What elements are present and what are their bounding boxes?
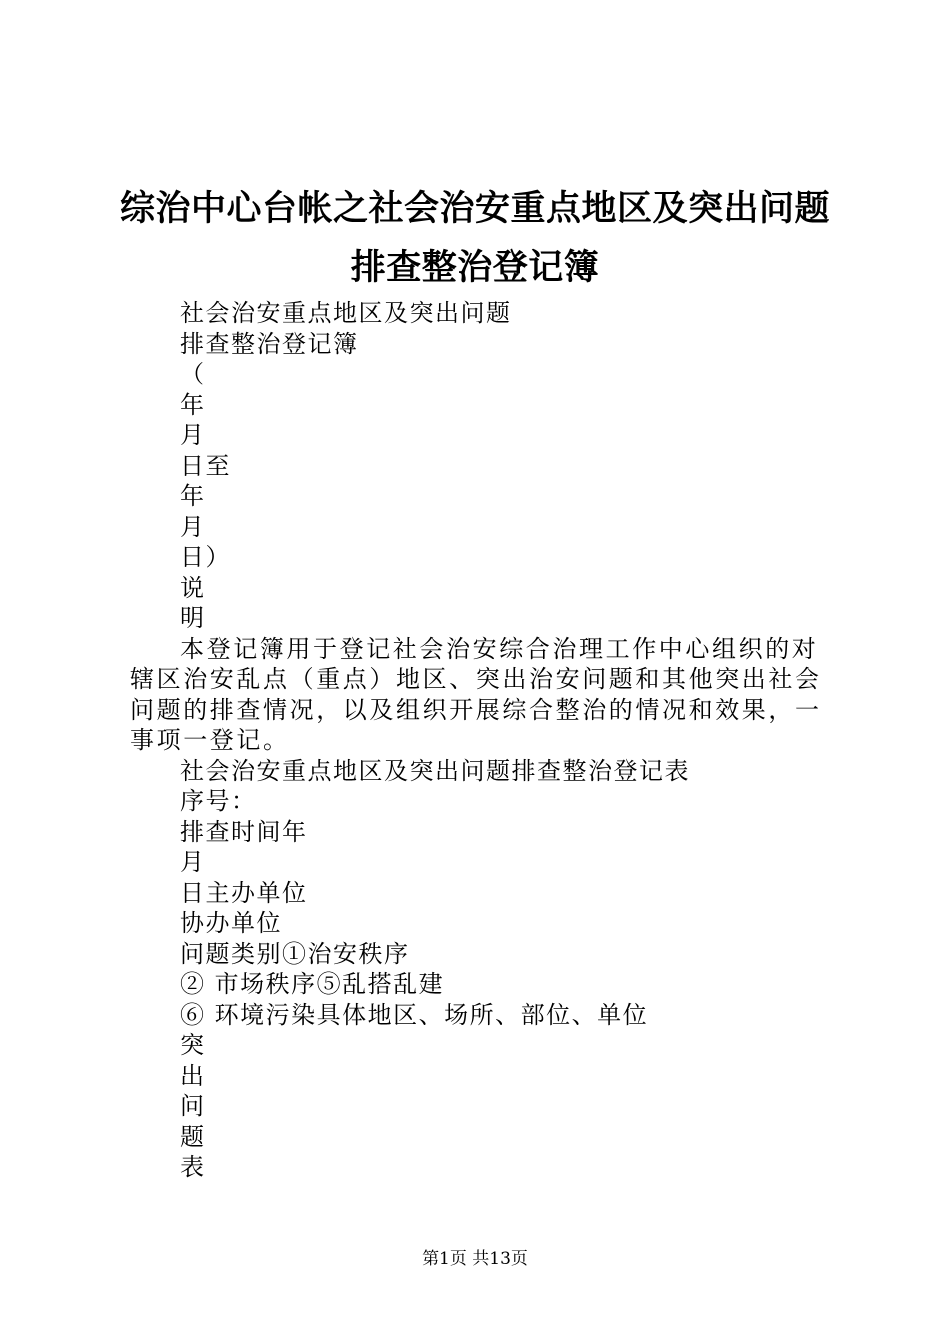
body-line: 排查整治登记簿 xyxy=(180,329,359,358)
form-line: 题 xyxy=(180,1122,206,1151)
body-line: 月 xyxy=(180,512,206,541)
body-line: 日） xyxy=(180,543,231,571)
page-number-footer: 第1页 共13页 xyxy=(422,1249,528,1269)
form-line: 突 xyxy=(180,1031,206,1059)
instructions-paragraph: 本登记簿用于登记社会治安综合治理工作中心组织的对辖区治安乱点（重点）地区、突出治安问题和其他突出社会问题的排查情况，以及组织开展综合整治的情况和效果，一事项一登记。 xyxy=(130,634,822,754)
document-title-line-2: 排查整治登记簿 xyxy=(350,247,600,288)
form-line: 日主办单位 xyxy=(180,878,308,907)
form-line: 协办单位 xyxy=(180,909,282,937)
form-line: 序号： xyxy=(180,787,257,815)
form-line: 表 xyxy=(180,1153,206,1181)
form-line: 问 xyxy=(180,1092,206,1120)
form-line: ② 市场秩序⑤乱搭乱建 xyxy=(180,970,445,998)
form-line: ⑥ 环境污染具体地区、场所、部位、单位 xyxy=(180,1000,649,1029)
document-title-line-1: 综治中心台帐之社会治安重点地区及突出问题 xyxy=(119,188,830,229)
form-line: 月 xyxy=(180,848,206,876)
body-line: 年 xyxy=(180,482,206,510)
body-line: 年 xyxy=(180,390,206,419)
document-body xyxy=(130,298,835,1183)
body-line: 说 xyxy=(180,573,206,602)
form-line: 问题类别①治安秩序 xyxy=(180,939,410,968)
form-line: 排查时间年 xyxy=(180,817,308,846)
form-line: 出 xyxy=(180,1061,206,1090)
body-line: 社会治安重点地区及突出问题 xyxy=(180,299,512,327)
body-line: （ xyxy=(180,360,206,388)
form-title-line: 社会治安重点地区及突出问题排查整治登记表 xyxy=(180,756,690,785)
body-line: 日至 xyxy=(180,451,231,480)
body-line: 月 xyxy=(180,421,206,449)
body-line: 明 xyxy=(180,604,206,632)
